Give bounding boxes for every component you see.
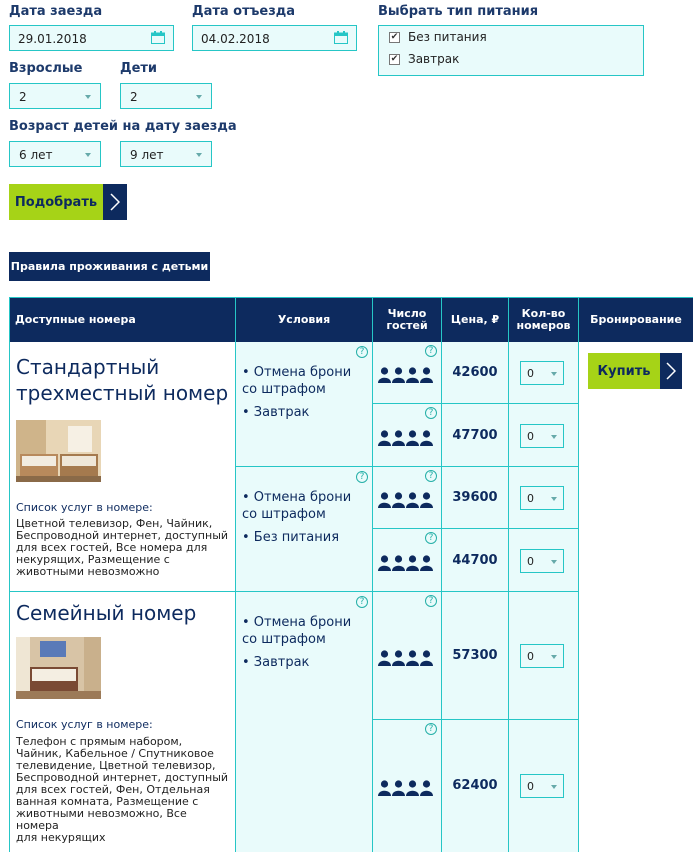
child-age-value: 9 лет xyxy=(130,148,164,162)
help-icon[interactable]: ? xyxy=(425,345,437,357)
person-icon xyxy=(420,430,433,450)
services-title: Список услуг в номере: xyxy=(16,718,153,731)
adults-value: 2 xyxy=(19,90,27,104)
chevron-down-icon xyxy=(551,655,557,659)
guests-cell xyxy=(373,342,442,404)
guests-cell xyxy=(373,404,442,467)
person-icon xyxy=(406,430,419,450)
qty-cell xyxy=(509,592,579,720)
meal-checkbox-none[interactable]: ✔ xyxy=(390,32,399,42)
person-icon xyxy=(392,555,405,575)
price-value: 44700 xyxy=(452,553,498,568)
children-value: 2 xyxy=(130,90,138,104)
guests-icons xyxy=(378,492,433,512)
room-photo[interactable] xyxy=(16,637,101,699)
help-icon[interactable]: ? xyxy=(356,346,368,358)
chevron-down-icon xyxy=(551,560,557,564)
meal-options xyxy=(378,25,644,76)
children-label: Дети xyxy=(120,61,158,76)
conditions-cell xyxy=(236,592,373,852)
services-line: для всех гостей, Фен, Отдельная xyxy=(16,783,210,796)
qty-cell xyxy=(509,342,579,404)
person-icon xyxy=(378,367,391,387)
chevron-down-icon xyxy=(85,153,91,157)
child-age-select-1[interactable] xyxy=(9,141,101,167)
room-info-family xyxy=(10,592,236,852)
checkin-field[interactable] xyxy=(9,25,174,51)
services-line: Беспроводной интернет, доступный xyxy=(16,529,229,542)
condition-line: со штрафом xyxy=(242,507,326,522)
services-line: для всех гостей, Все номера для xyxy=(16,541,208,554)
person-icon xyxy=(420,492,433,512)
chevron-down-icon xyxy=(85,95,91,99)
header-guests-line: гостей xyxy=(386,319,428,332)
chevron-down-icon xyxy=(196,95,202,99)
header-rooms: Доступные номера xyxy=(10,298,236,342)
person-icon xyxy=(392,492,405,512)
qty-value: 0 xyxy=(527,492,534,505)
checkin-value: 29.01.2018 xyxy=(18,32,87,46)
price-cell xyxy=(442,467,509,529)
adults-select[interactable] xyxy=(9,83,101,109)
header-qty xyxy=(509,298,579,342)
condition-line: со штрафом xyxy=(242,382,326,397)
conditions-cell xyxy=(236,467,373,592)
services-line: животными невозможно, Все номера xyxy=(16,807,187,832)
person-icon xyxy=(420,367,433,387)
price-value: 57300 xyxy=(452,648,498,663)
adults-label: Взрослые xyxy=(9,61,83,76)
services-line: телевидение, Цветной телевизор, xyxy=(16,759,216,772)
chevron-right-icon xyxy=(103,184,127,220)
help-icon[interactable]: ? xyxy=(356,596,368,608)
person-icon xyxy=(392,780,405,800)
help-icon[interactable]: ? xyxy=(356,471,368,483)
checkin-label: Дата заезда xyxy=(9,4,103,19)
children-select[interactable] xyxy=(120,83,212,109)
person-icon xyxy=(420,780,433,800)
buy-button[interactable] xyxy=(588,353,682,389)
services-line: Телефон с прямым набором, xyxy=(16,735,183,748)
room-title: Семейный номер xyxy=(16,601,197,625)
qty-cell xyxy=(509,404,579,467)
condition-text xyxy=(242,489,360,523)
price-value: 39600 xyxy=(452,490,498,505)
room-photo[interactable] xyxy=(16,420,101,482)
meal-option-label: Завтрак xyxy=(408,52,460,66)
guests-icons xyxy=(378,780,433,800)
meal-checkbox-breakfast[interactable]: ✔ xyxy=(390,54,399,64)
help-icon[interactable]: ? xyxy=(425,470,437,482)
services-line: некурящих, Размещение с xyxy=(16,553,170,566)
chevron-down-icon xyxy=(196,153,202,157)
person-icon xyxy=(378,780,391,800)
guests-cell xyxy=(373,529,442,592)
qty-select[interactable] xyxy=(520,361,564,385)
help-icon[interactable]: ? xyxy=(425,723,437,735)
help-icon[interactable]: ? xyxy=(425,595,437,607)
condition-text xyxy=(242,614,360,648)
search-button[interactable] xyxy=(9,184,127,220)
qty-select[interactable] xyxy=(520,549,564,573)
room-info-standard xyxy=(10,342,236,592)
price-value: 42600 xyxy=(452,365,498,380)
price-cell xyxy=(442,342,509,404)
header-booking: Бронирование xyxy=(579,298,693,342)
person-icon xyxy=(378,555,391,575)
guests-cell xyxy=(373,467,442,529)
checkout-field[interactable] xyxy=(192,25,357,51)
child-rules-button[interactable]: Правила проживания с детьми xyxy=(9,252,210,281)
price-cell xyxy=(442,529,509,592)
header-qty-line: номеров xyxy=(516,319,571,332)
qty-value: 0 xyxy=(527,367,534,380)
chevron-down-icon xyxy=(551,372,557,376)
condition-line: со штрафом xyxy=(242,632,326,647)
room-title: трехместный номер xyxy=(16,381,229,405)
qty-select[interactable] xyxy=(520,644,564,668)
condition-meal: • Без питания xyxy=(242,530,340,545)
rooms-table xyxy=(9,297,693,852)
room-title: Стандартный xyxy=(16,355,160,379)
person-icon xyxy=(406,650,419,670)
services-list xyxy=(16,736,232,844)
person-icon xyxy=(392,650,405,670)
person-icon xyxy=(406,555,419,575)
condition-meal: • Завтрак xyxy=(242,655,310,670)
conditions-cell xyxy=(236,342,373,467)
price-cell xyxy=(442,592,509,720)
services-line: Чайник, Кабельное / Спутниковое xyxy=(16,747,214,760)
qty-value: 0 xyxy=(527,430,534,443)
person-icon xyxy=(406,780,419,800)
person-icon xyxy=(420,555,433,575)
qty-value: 0 xyxy=(527,780,534,793)
condition-text xyxy=(242,364,360,398)
qty-value: 0 xyxy=(527,555,534,568)
chevron-right-icon xyxy=(660,353,682,389)
condition-line: • Отмена брони xyxy=(242,365,352,380)
qty-select[interactable] xyxy=(520,486,564,510)
child-age-value: 6 лет xyxy=(19,148,53,162)
condition-meal: • Завтрак xyxy=(242,405,310,420)
person-icon xyxy=(378,650,391,670)
help-icon[interactable]: ? xyxy=(425,407,437,419)
person-icon xyxy=(392,367,405,387)
header-conditions: Условия xyxy=(236,298,373,342)
qty-cell xyxy=(509,720,579,852)
header-price: Цена, ₽ xyxy=(442,298,509,342)
condition-line: • Отмена брони xyxy=(242,615,352,630)
calendar-icon[interactable] xyxy=(151,31,165,44)
services-line: Беспроводной интернет, доступный xyxy=(16,771,229,784)
guests-icons xyxy=(378,367,433,387)
calendar-icon[interactable] xyxy=(334,31,348,44)
price-cell xyxy=(442,720,509,852)
qty-select[interactable] xyxy=(520,424,564,448)
qty-cell xyxy=(509,529,579,592)
qty-cell xyxy=(509,467,579,529)
qty-select[interactable] xyxy=(520,774,564,798)
meal-label: Выбрать тип питания xyxy=(378,4,539,19)
header-guests-line: Число xyxy=(387,307,427,320)
person-icon xyxy=(406,367,419,387)
guests-icons xyxy=(378,555,433,575)
buy-button-label: Купить xyxy=(588,353,660,389)
services-line: для некурящих xyxy=(16,831,106,844)
qty-value: 0 xyxy=(527,650,534,663)
checkout-label: Дата отъезда xyxy=(192,4,296,19)
services-title: Список услуг в номере: xyxy=(16,501,153,514)
chevron-down-icon xyxy=(551,785,557,789)
guests-icons xyxy=(378,430,433,450)
person-icon xyxy=(406,492,419,512)
services-line: Цветной телевизор, Фен, Чайник, xyxy=(16,517,213,530)
guests-cell xyxy=(373,592,442,720)
services-line: ванная комната, Размещение с xyxy=(16,795,199,808)
search-button-label: Подобрать xyxy=(9,184,103,220)
header-guests xyxy=(373,298,442,342)
person-icon xyxy=(378,492,391,512)
person-icon xyxy=(378,430,391,450)
chevron-down-icon xyxy=(551,497,557,501)
condition-line: • Отмена брони xyxy=(242,490,352,505)
meal-option-label: Без питания xyxy=(408,30,487,44)
booking-column xyxy=(579,342,693,852)
child-age-label: Возраст детей на дату заезда xyxy=(9,119,237,134)
services-list xyxy=(16,518,232,578)
price-value: 47700 xyxy=(452,428,498,443)
help-icon[interactable]: ? xyxy=(425,532,437,544)
price-value: 62400 xyxy=(452,778,498,793)
chevron-down-icon xyxy=(551,435,557,439)
guests-cell xyxy=(373,720,442,852)
header-qty-line: Кол-во xyxy=(521,307,566,320)
child-age-select-2[interactable] xyxy=(120,141,212,167)
services-line: животными невозможно xyxy=(16,565,160,578)
person-icon xyxy=(392,430,405,450)
guests-icons xyxy=(378,650,433,670)
checkout-value: 04.02.2018 xyxy=(201,32,270,46)
price-cell xyxy=(442,404,509,467)
person-icon xyxy=(420,650,433,670)
